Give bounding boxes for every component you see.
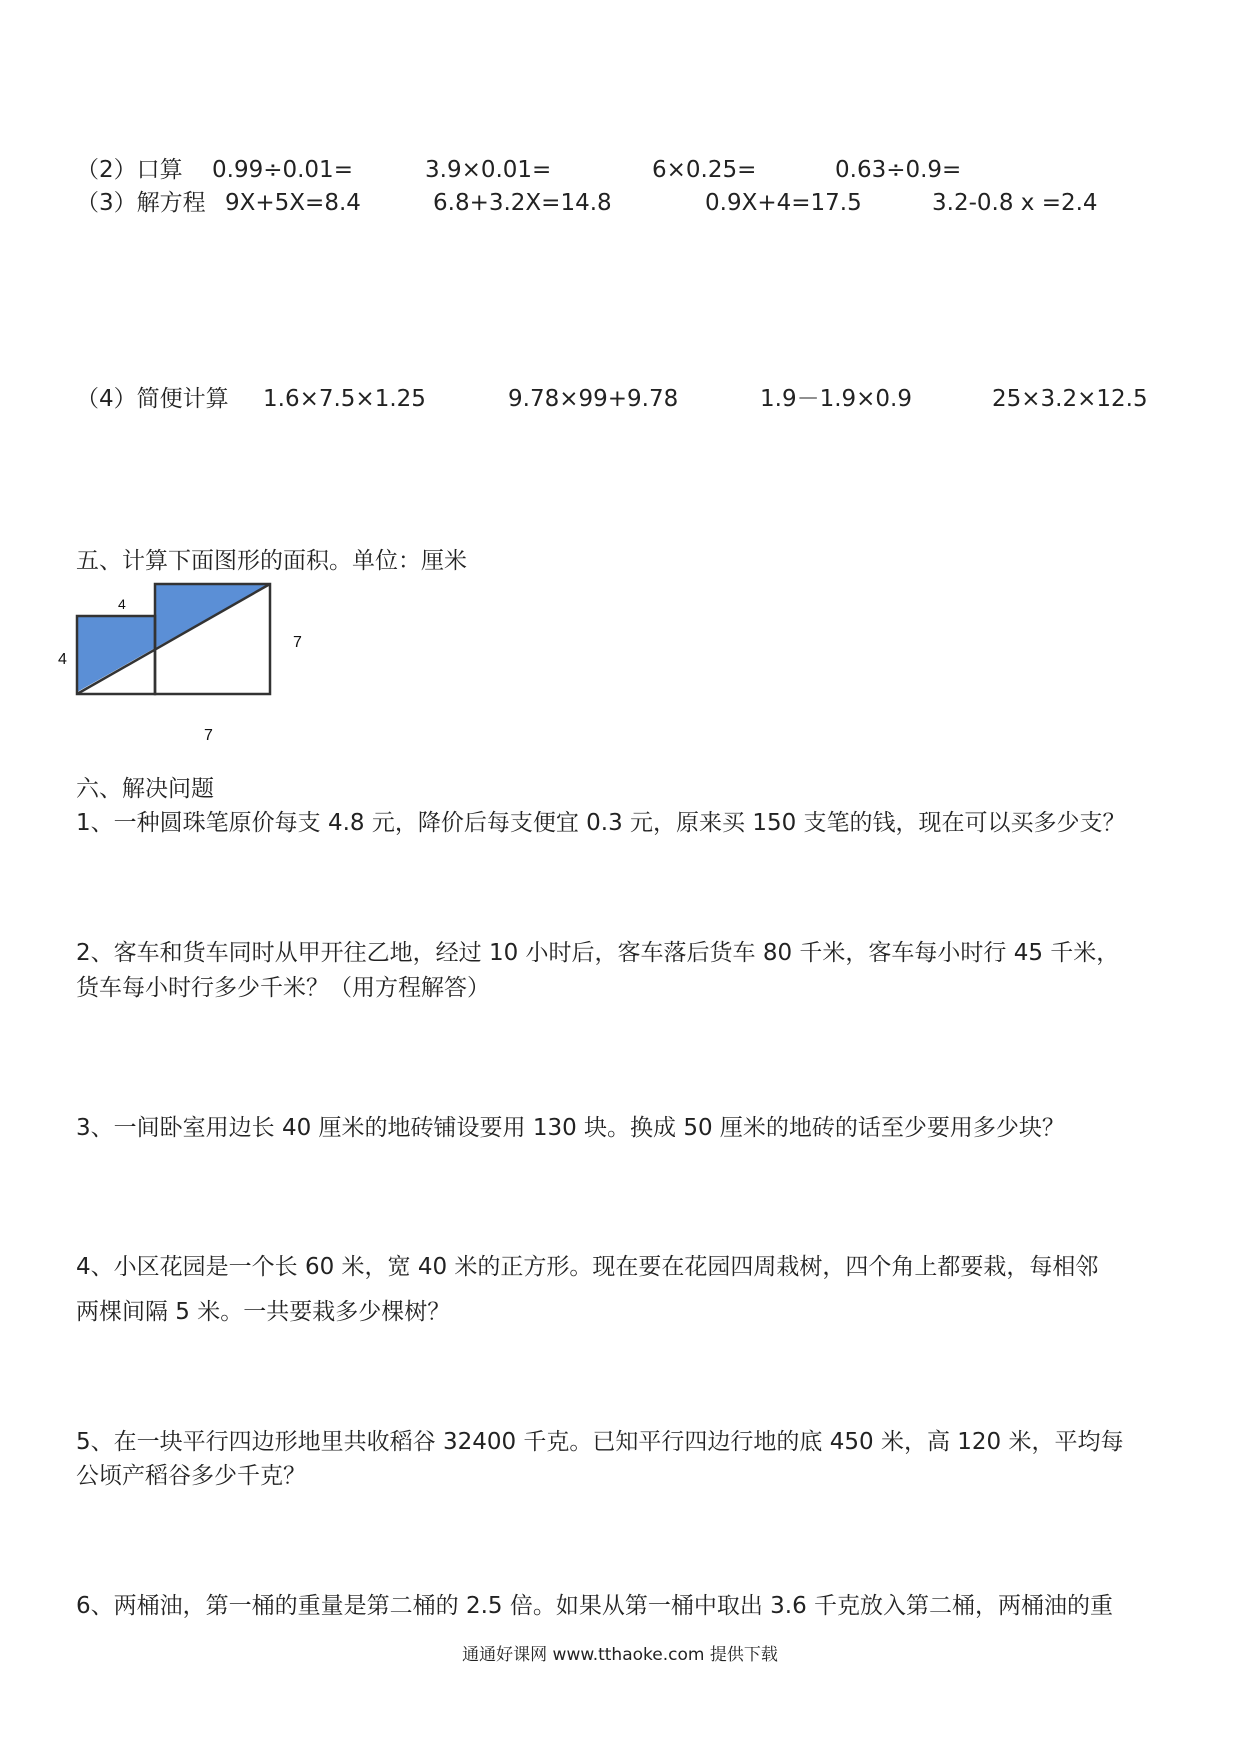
simplify-label: （4）简便计算	[76, 386, 229, 412]
oral-item-4: 0.63÷0.9=	[835, 157, 962, 183]
problem-1-line-1: 1、一种圆珠笔原价每支 4.8 元，降价后每支便宜 0.3 元，原来买 150 支笔的钱，现在可以买多少支？	[76, 810, 1126, 836]
problem-5-line-2: 公顷产稻谷多少千克？	[76, 1463, 306, 1489]
oral-calc-label: （2）口算	[76, 157, 183, 183]
problem-5-line-1: 5、在一块平行四边形地里共收稻谷 32400 千克。已知平行四边行地的底 450 米，高 120 米，平均每	[76, 1429, 1124, 1455]
simplify-item-2: 9.78×99+9.78	[508, 386, 679, 412]
section5-title: 五、计算下面图形的面积。单位：厘米	[76, 548, 467, 574]
oral-item-1: 0.99÷0.01=	[212, 157, 353, 183]
label-bottom-7: 7	[204, 727, 213, 744]
label-top-4: 4	[118, 596, 126, 612]
simplify-item-1: 1.6×7.5×1.25	[263, 386, 426, 412]
shaded-region-left	[77, 616, 155, 692]
equation-1: 9X+5X=8.4	[225, 190, 361, 216]
label-right-7: 7	[293, 634, 302, 651]
footer-credit: 通通好课网 www.tthaoke.com 提供下载	[462, 1645, 778, 1665]
equation-4: 3.2-0.8 x =2.4	[932, 190, 1098, 216]
equation-3: 0.9X+4=17.5	[705, 190, 862, 216]
section6-title: 六、解决问题	[76, 776, 214, 802]
problem-3-line-1: 3、一间卧室用边长 40 厘米的地砖铺设要用 130 块。换成 50 厘米的地砖的话至少要用多少块？	[76, 1115, 1065, 1141]
problem-6-line-1: 6、两桶油，第一桶的重量是第二桶的 2.5 倍。如果从第一桶中取出 3.6 千克放入第二桶，两桶油的重	[76, 1593, 1114, 1619]
simplify-item-4: 25×3.2×12.5	[992, 386, 1148, 412]
problem-4-line-1: 4、小区花园是一个长 60 米，宽 40 米的正方形。现在要在花园四周栽树，四个角上都要栽，每相邻	[76, 1254, 1099, 1280]
equations-label: （3）解方程	[76, 190, 206, 216]
oral-item-3: 6×0.25=	[652, 157, 757, 183]
area-figure-svg	[0, 0, 1240, 760]
problem-2-line-2: 货车每小时行多少千米？（用方程解答）	[76, 975, 490, 1001]
label-left-4: 4	[58, 651, 67, 668]
problem-4-line-2: 两棵间隔 5 米。一共要栽多少棵树？	[76, 1299, 451, 1325]
oral-item-2: 3.9×0.01=	[425, 157, 552, 183]
simplify-item-3: 1.9－1.9×0.9	[760, 386, 913, 412]
equation-2: 6.8+3.2X=14.8	[433, 190, 612, 216]
problem-2-line-1: 2、客车和货车同时从甲开往乙地，经过 10 小时后，客车落后货车 80 千米，客车每小时行 45 千米，	[76, 940, 1120, 966]
